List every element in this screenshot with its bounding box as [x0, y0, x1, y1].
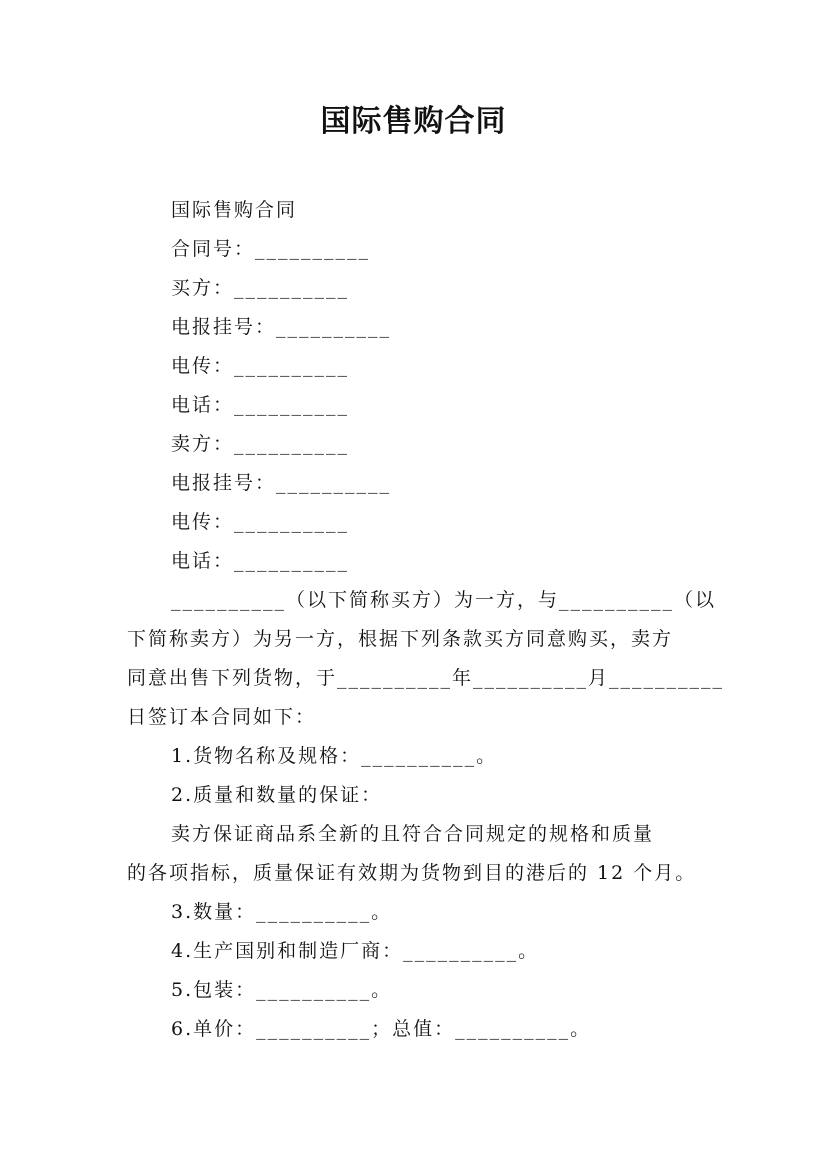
- intro-paragraph-line: 同意出售下列货物，于__________年__________月__________: [127, 667, 725, 689]
- clause-price-total: 6.单价：__________；总值：__________。: [171, 1018, 592, 1040]
- quality-paragraph-line: 的各项指标，质量保证有效期为货物到目的港后的 12 个月。: [127, 862, 697, 884]
- buyer-phone-line: 电话：__________: [171, 394, 350, 416]
- contract-number-line: 合同号：__________: [171, 238, 371, 260]
- clause-quantity: 3.数量：__________。: [171, 901, 393, 923]
- clause-origin-manufacturer: 4.生产国别和制造厂商：__________。: [171, 940, 540, 962]
- buyer-line: 买方：__________: [171, 277, 350, 299]
- document-title: 国际售购合同: [320, 104, 507, 139]
- intro-paragraph-line: 下简称卖方）为另一方，根据下列条款买方同意购买，卖方: [127, 628, 674, 650]
- contract-heading-line: 国际售购合同: [171, 199, 298, 221]
- quality-paragraph-line: 卖方保证商品系全新的且符合合同规定的规格和质量: [171, 823, 655, 845]
- buyer-telex-line: 电传：__________: [171, 355, 350, 377]
- document-body: [127, 191, 725, 1049]
- seller-phone-line: 电话：__________: [171, 550, 350, 572]
- seller-cable-line: 电报挂号：__________: [171, 472, 392, 494]
- intro-paragraph-line: 日签订本合同如下：: [127, 706, 317, 728]
- clause-packing: 5.包装：__________。: [171, 979, 393, 1001]
- clause-quality-quantity: 2.质量和数量的保证：: [171, 784, 383, 806]
- intro-paragraph-line: __________（以下简称买方）为一方，与__________（以: [171, 589, 717, 611]
- clause-goods-spec: 1.货物名称及规格：__________。: [171, 745, 498, 767]
- seller-telex-line: 电传：__________: [171, 511, 350, 533]
- buyer-cable-line: 电报挂号：__________: [171, 316, 392, 338]
- seller-line: 卖方：__________: [171, 433, 350, 455]
